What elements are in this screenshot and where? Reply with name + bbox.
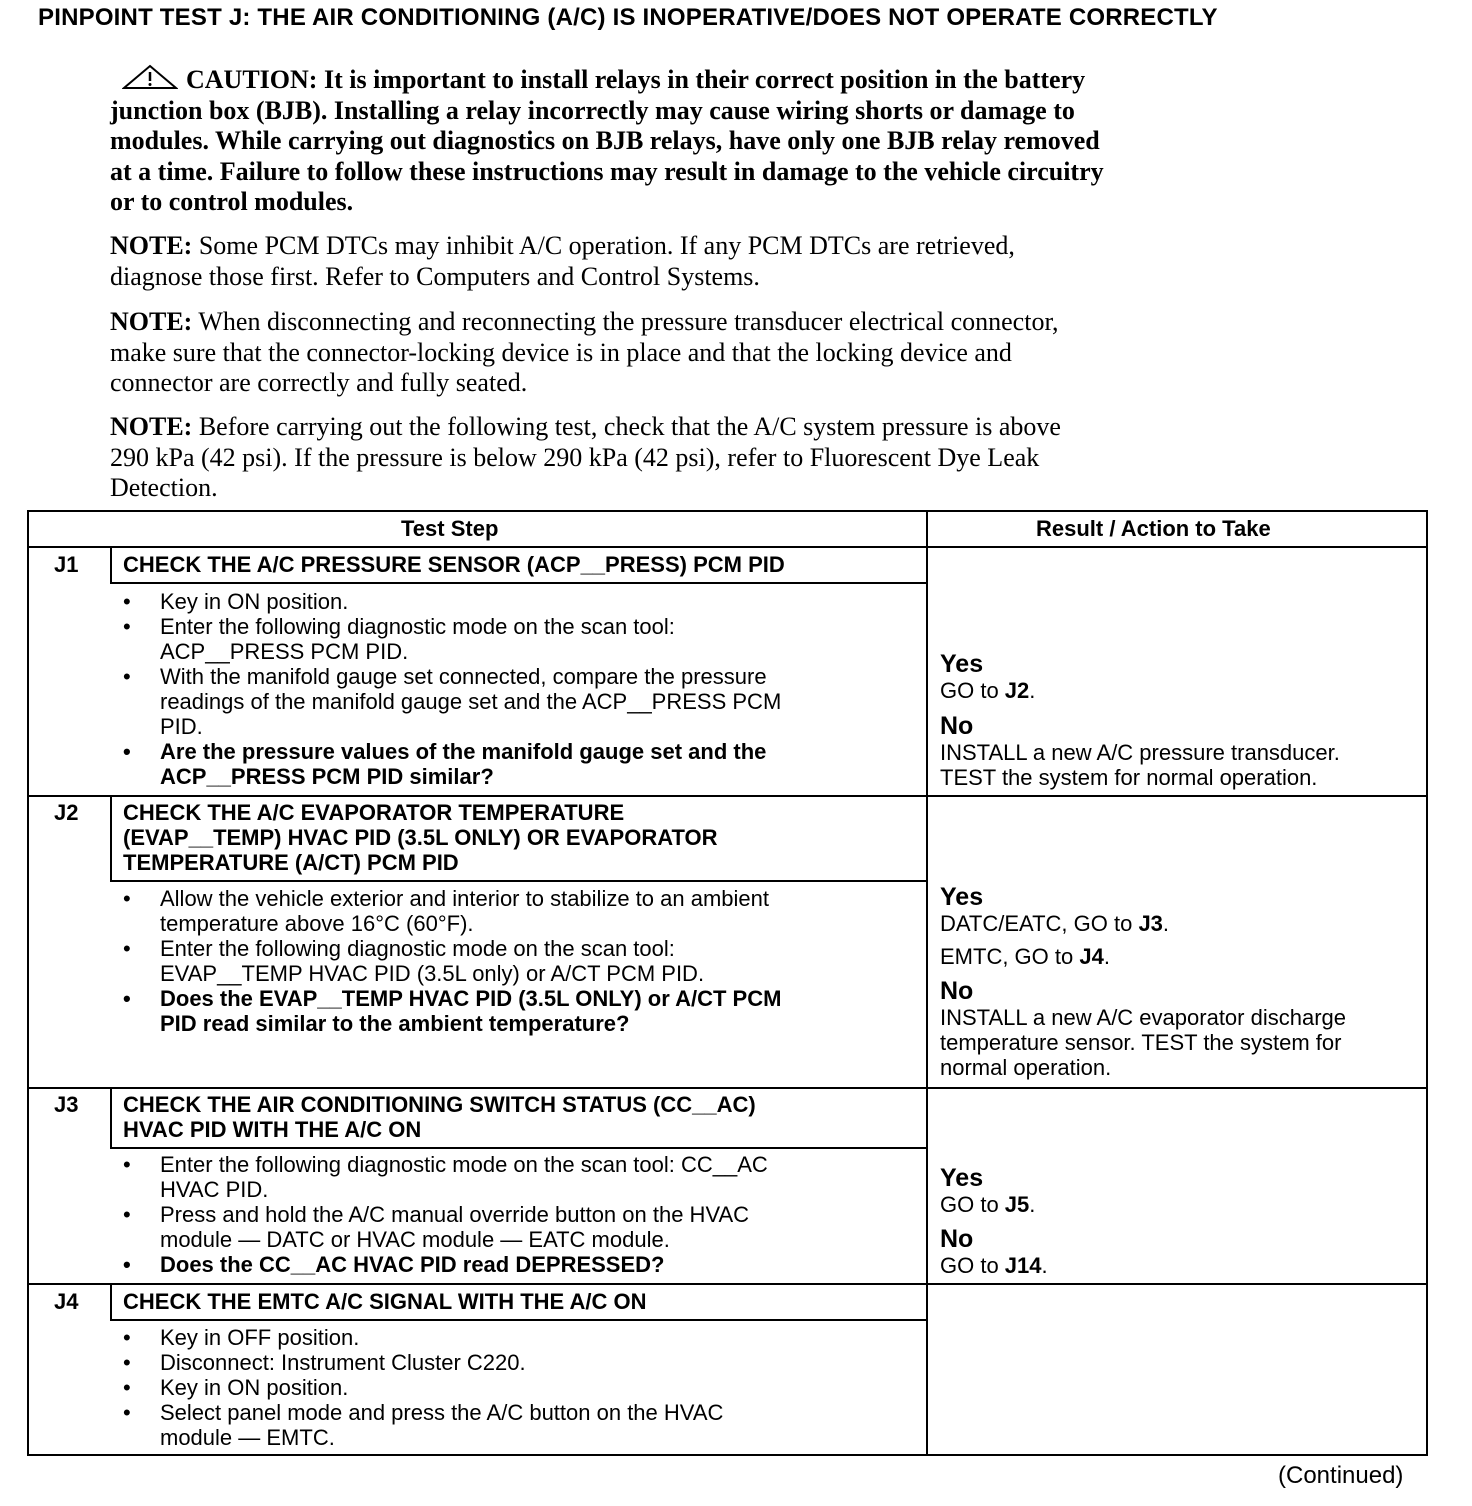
step-title: CHECK THE A/C PRESSURE SENSOR (ACP__PRESS) PCM PID — [123, 552, 785, 577]
row-divider — [110, 1147, 927, 1149]
column-divider — [110, 796, 112, 880]
list-item: • Press and hold the A/C manual override button on the HVAC module — DATC or HVAC module — EATC module. — [123, 1202, 768, 1252]
row-divider — [110, 880, 927, 882]
row-divider — [110, 582, 927, 584]
row-divider — [28, 1087, 1427, 1089]
note-text: diagnose those first. Refer to Computers and Control Systems. — [110, 261, 760, 291]
note-label: NOTE: — [110, 231, 193, 260]
list-item: • Does the CC__AC HVAC PID read DEPRESSED? — [123, 1252, 768, 1277]
result-action: temperature sensor. TEST the system for — [940, 1030, 1342, 1055]
step-instructions — [123, 886, 781, 1036]
list-item: • Are the pressure values of the manifold gauge set and the ACP__PRESS PCM PID similar? — [123, 739, 781, 789]
result-action: EMTC, GO to J4. — [940, 944, 1110, 969]
list-item: • Does the EVAP__TEMP HVAC PID (3.5L ONLY) or A/CT PCM PID read similar to the ambient temperature? — [123, 986, 781, 1036]
note-text: make sure that the connector-locking device is in place and that the locking device and — [110, 337, 1012, 367]
row-divider — [28, 546, 1427, 548]
caution-text: or to control modules. — [110, 187, 354, 216]
note-label: NOTE: — [110, 307, 193, 336]
column-divider — [110, 547, 112, 582]
caution-label: CAUTION: — [186, 65, 318, 94]
list-item: • Enter the following diagnostic mode on the scan tool: CC__AC HVAC PID. — [123, 1152, 768, 1202]
row-divider — [28, 1283, 1427, 1285]
caution-text: at a time. Failure to follow these instructions may result in damage to the vehicle circuitry — [110, 156, 1104, 186]
list-item: • Disconnect: Instrument Cluster C220. — [123, 1350, 723, 1375]
step-id: J1 — [54, 552, 79, 577]
note-label: NOTE: — [110, 412, 193, 441]
step-result — [940, 883, 1346, 1080]
list-item: • Key in ON position. — [123, 1375, 723, 1400]
caution-text: It is important to install relays in their correct position in the battery — [323, 65, 1086, 94]
note-text: Detection. — [110, 473, 218, 502]
result-answer: Yes — [940, 650, 984, 678]
result-action: GO to J5. — [940, 1192, 1036, 1217]
result-action: normal operation. — [940, 1055, 1112, 1080]
list-item: • With the manifold gauge set connected, compare the pressure readings of the manifold gauge set and the ACP__PRESS PCM PID. — [123, 664, 781, 739]
caution-text: junction box (BJB). Installing a relay incorrectly may cause wiring shorts or damage to — [110, 95, 1075, 125]
column-divider — [110, 1285, 112, 1319]
result-action: DATC/EATC, GO to J3. — [940, 911, 1170, 936]
step-instructions — [123, 1152, 768, 1277]
note-text: Before carrying out the following test, check that the A/C system pressure is above — [198, 412, 1061, 441]
list-item: • Key in OFF position. — [123, 1325, 723, 1350]
note-block — [110, 412, 1340, 504]
result-answer: Yes — [940, 883, 984, 911]
column-divider — [926, 511, 928, 1455]
step-result — [940, 650, 1340, 790]
list-item: • Allow the vehicle exterior and interior to stabilize to an ambient temperature above 16°C (60°F). — [123, 886, 781, 936]
note-text: connector are correctly and fully seated. — [110, 368, 528, 397]
row-divider — [110, 1319, 927, 1321]
column-header-test-step: Test Step — [401, 516, 499, 541]
result-answer: No — [940, 977, 974, 1005]
caution-text: modules. While carrying out diagnostics on BJB relays, have only one BJB relay removed — [110, 126, 1100, 155]
list-item: • Key in ON position. — [123, 589, 781, 614]
note-text: 290 kPa (42 psi). If the pressure is below 290 kPa (42 psi), refer to Fluorescent Dye Leak — [110, 442, 1040, 472]
step-instructions — [123, 1325, 723, 1450]
note-text: When disconnecting and reconnecting the pressure transducer electrical connector, — [198, 307, 1059, 336]
column-divider — [110, 1088, 112, 1147]
list-item: • Enter the following diagnostic mode on the scan tool: ACP__PRESS PCM PID. — [123, 614, 781, 664]
step-title: CHECK THE A/C EVAPORATOR TEMPERATURE (EVAP__TEMP) HVAC PID (3.5L ONLY) OR EVAPORATOR TEMPERATURE (A/CT) PCM PID — [123, 800, 718, 875]
result-answer: No — [940, 712, 974, 740]
result-action: GO to J14. — [940, 1253, 1048, 1278]
row-divider — [28, 795, 1427, 797]
step-title: CHECK THE AIR CONDITIONING SWITCH STATUS (CC__AC) HVAC PID WITH THE A/C ON — [123, 1092, 756, 1142]
caution-block — [110, 64, 1340, 218]
result-action: TEST the system for normal operation. — [940, 765, 1318, 790]
continued-label: (Continued) — [1278, 1462, 1404, 1489]
note-block — [110, 307, 1340, 399]
step-id: J3 — [54, 1092, 79, 1117]
column-header-result: Result / Action to Take — [1036, 516, 1271, 541]
warning-triangle-icon — [122, 64, 178, 90]
page-title: PINPOINT TEST J: THE AIR CONDITIONING (A/C) IS INOPERATIVE/DOES NOT OPERATE CORRECTLY — [38, 4, 1218, 31]
note-text: Some PCM DTCs may inhibit A/C operation. If any PCM DTCs are retrieved, — [198, 231, 1015, 260]
result-action: INSTALL a new A/C pressure transducer. — [940, 740, 1340, 765]
result-action: GO to J2. — [940, 678, 1036, 703]
step-id: J4 — [54, 1289, 79, 1314]
step-instructions — [123, 589, 781, 789]
result-answer: Yes — [940, 1164, 984, 1192]
result-action: INSTALL a new A/C evaporator discharge — [940, 1005, 1346, 1030]
step-result — [940, 1164, 1048, 1278]
note-block — [110, 231, 1340, 292]
list-item: • Enter the following diagnostic mode on the scan tool: EVAP__TEMP HVAC PID (3.5L only) or A/CT PCM PID. — [123, 936, 781, 986]
step-title: CHECK THE EMTC A/C SIGNAL WITH THE A/C ON — [123, 1289, 647, 1314]
step-id: J2 — [54, 800, 79, 825]
result-answer: No — [940, 1225, 974, 1253]
list-item: • Select panel mode and press the A/C button on the HVAC module — EMTC. — [123, 1400, 723, 1450]
